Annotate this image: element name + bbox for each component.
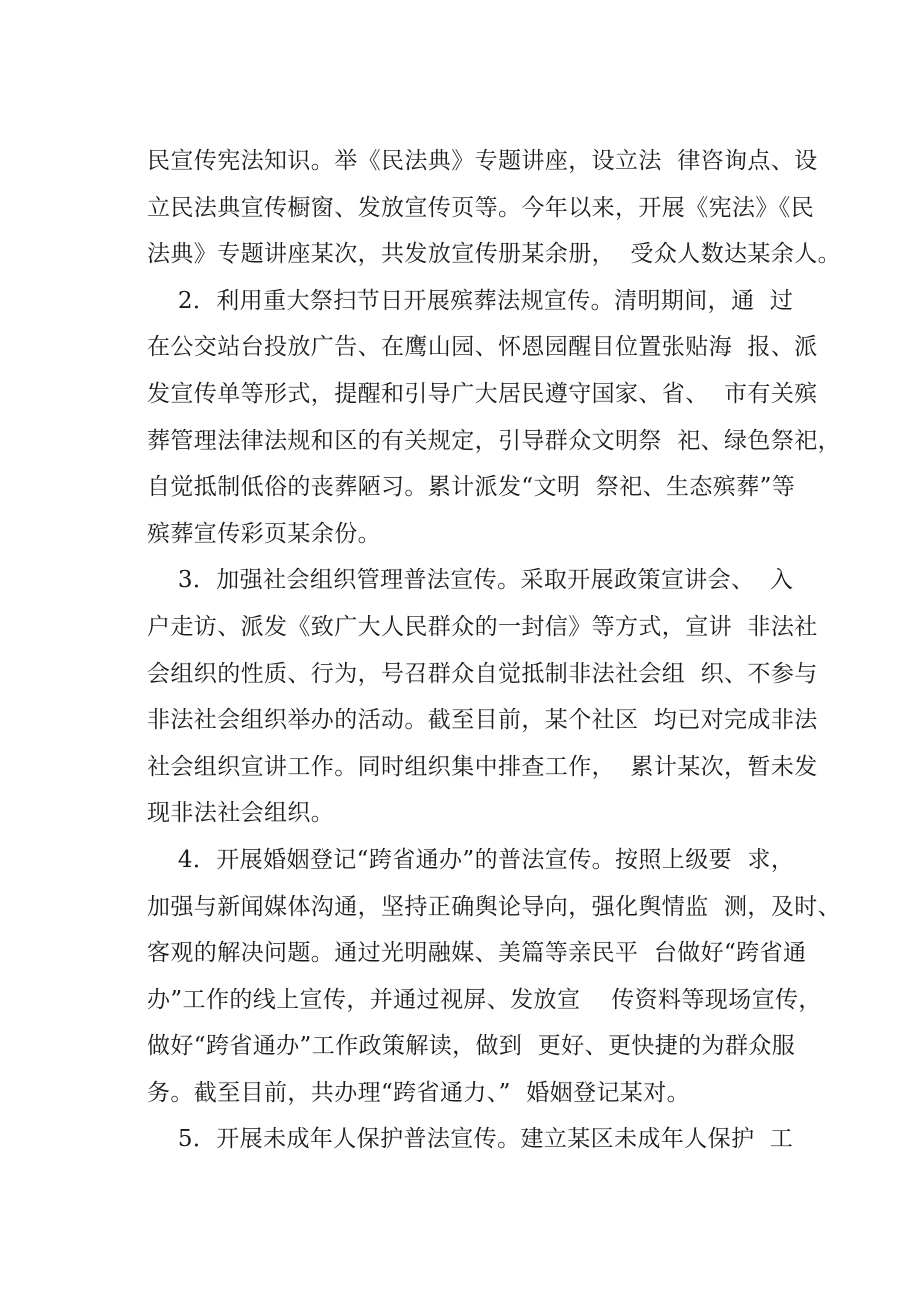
document-body [147, 138, 842, 1163]
text-line: 会组织的性质、行为，号召群众自觉抵制非法社会组 织、不参与 [147, 660, 818, 687]
text-line: 殡葬宣传彩页某余份。 [147, 520, 381, 547]
text-line: 加强与新闻媒体沟通，坚持正确舆论导向，强化舆情监 测，及时、 [147, 893, 842, 920]
text-line: 做好“跨省通办”工作政策解读，做到 更好、更快捷的为群众服 [147, 1033, 796, 1060]
text-line: 2．利用重大祭扫节日开展殡葬法规宣传。清明期间，通 过 [147, 287, 794, 314]
text-line: 发宣传单等形式，提醒和引导广大居民遵守国家、省、 市有关殡 [147, 380, 818, 407]
text-line: 客观的解决问题。通过光明融媒、美篇等亲民平 台做好“跨省通 [147, 940, 807, 967]
text-line: 自觉抵制低俗的丧葬陋习。累计派发“文明 祭祀、生态殡葬”等 [147, 474, 796, 501]
text-line: 非法社会组织举办的活动。截至目前，某个社区 均已对完成非法 [147, 707, 818, 734]
text-line: 务。截至目前，共办理“跨省通力、” 婚姻登记某对。 [147, 1079, 691, 1106]
text-line: 葬管理法律法规和区的有关规定，引导群众文明祭 祀、绿色祭祀， [147, 427, 842, 454]
text-line: 法典》专题讲座某次，共发放宣传册某余册， 受众人数达某余人。 [147, 241, 842, 268]
text-line: 在公交站台投放广告、在鹰山园、怀恩园醒目位置张贴海 报、派 [147, 334, 818, 361]
text-line: 立民法典宣传橱窗、发放宣传页等。今年以来，开展《宪法》《民 [147, 194, 815, 221]
text-line: 5．开展未成年人保护普法宣传。建立某区未成年人保护 工 [147, 1126, 794, 1153]
text-line: 社会组织宣讲工作。同时组织集中排查工作， 累计某次，暂未发 [147, 753, 818, 780]
text-line: 户走访、派发《致广大人民群众的一封信》等方式，宣讲 非法社 [147, 613, 818, 640]
text-line: 4．开展婚姻登记“跨省通办”的普法宣传。按照上级要 求， [147, 846, 795, 873]
text-line: 办”工作的线上宣传，并通过视屏、发放宣 传资料等现场宣传， [147, 986, 822, 1013]
text-line: 现非法社会组织。 [147, 800, 335, 827]
text-line: 民宣传宪法知识。举《民法典》专题讲座，设立法 律咨询点、设 [147, 148, 818, 174]
text-line: 3．加强社会组织管理普法宣传。采取开展政策宣讲会、 入 [147, 567, 794, 594]
